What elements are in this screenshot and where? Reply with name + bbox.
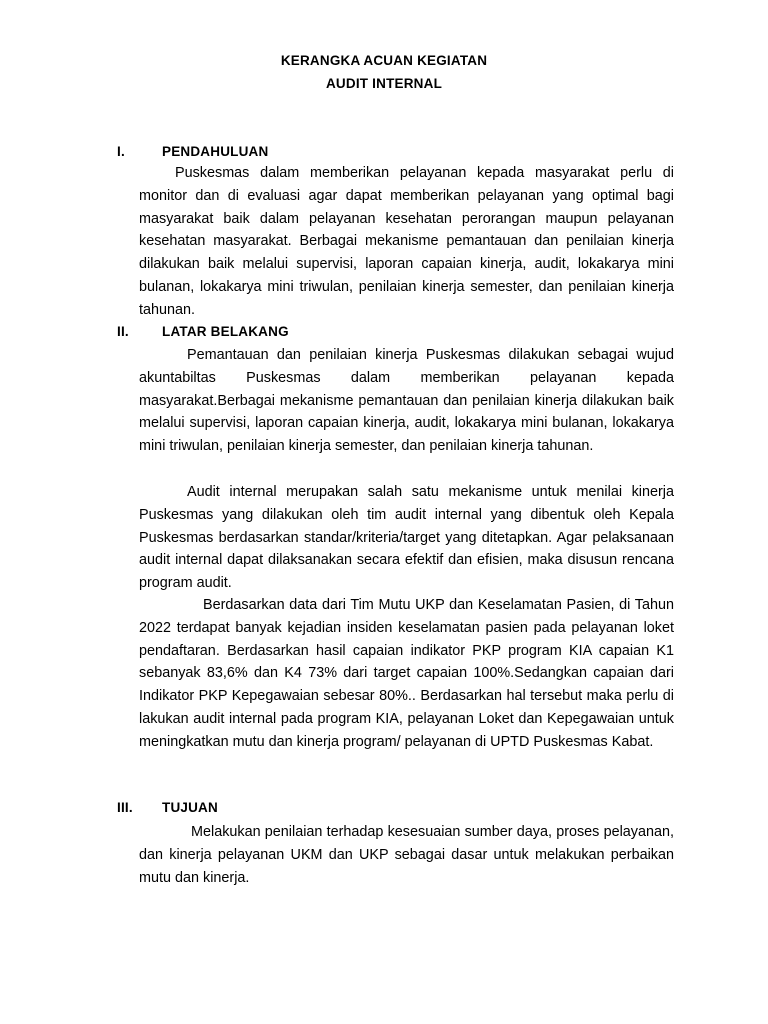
section-paragraph: Berdasarkan data dari Tim Mutu UKP dan Keselamatan Pasien, di Tahun 2022 terdapat banyak kejadian insiden keselamatan pasien pada pelayanan loket pendaftaran. Berdasarkan hasil capaian indikator PKP program KIA capaian K1 sebanyak 83,6% dan K4 73% dari target capaian 100%.Sedangkan capaian dari Indikator PKP Kepegawaian sebesar 80%.. Berdasarkan hal tersebut maka perlu di lakukan audit internal pada program KIA, pelayanan Loket dan Kepegawaian untuk meningkatkan mutu dan kinerja program/ pelayanan di UPTD Puskesmas Kabat. <box>139 597 674 750</box>
section-number: III. <box>117 800 133 815</box>
section-paragraph: Puskesmas dalam memberikan pelayanan kepada masyarakat perlu di monitor dan di evaluasi agar dapat memberikan pelayanan yang optimal bagi masyarakat baik dalam pelayanan kesehatan perorangan maupun pelayanan kesehatan masyarakat. Berbagai mekanisme pemantauan dan penilaian kinerja dilakukan baik melalui supervisi, laporan capaian kinerja, audit, lokakarya mini bulanan, lokakarya mini triwulan, penilaian kinerja semester, dan penilaian kinerja tahunan. <box>139 165 674 318</box>
section-heading: LATAR BELAKANG <box>162 324 289 339</box>
section-paragraph: Pemantauan dan penilaian kinerja Puskesmas dilakukan sebagai wujud akuntabiltas Puskesmas dalam memberikan pelayanan kepada masyarakat.Berbagai mekanisme pemantauan dan penilaian kinerja dilakukan baik melalui supervisi, laporan capaian kinerja, audit, lokakarya mini bulanan, lokakarya mini triwulan, penilaian kinerja semester, dan penilaian kinerja tahunan. <box>139 347 674 454</box>
section-heading: TUJUAN <box>162 800 218 815</box>
section-number: I. <box>117 144 125 159</box>
section-heading: PENDAHULUAN <box>162 144 269 159</box>
document-title: KERANGKA ACUAN KEGIATAN <box>280 53 488 68</box>
section-paragraph: Melakukan penilaian terhadap kesesuaian sumber daya, proses pelayanan, dan kinerja pelayanan UKM dan UKP sebagai dasar untuk melakukan perbaikan mutu dan kinerja. <box>139 824 674 886</box>
document-subtitle: AUDIT INTERNAL <box>325 76 443 91</box>
section-number: II. <box>117 324 129 339</box>
section-paragraph: Audit internal merupakan salah satu mekanisme untuk menilai kinerja Puskesmas yang dilakukan oleh tim audit internal yang dibentuk oleh Kepala Puskesmas berdasarkan standar/kriteria/target yang ditetapkan. Agar pelaksanaan audit internal dapat dilaksanakan secara efektif dan efisien, maka disusun rencana program audit. <box>139 484 674 591</box>
